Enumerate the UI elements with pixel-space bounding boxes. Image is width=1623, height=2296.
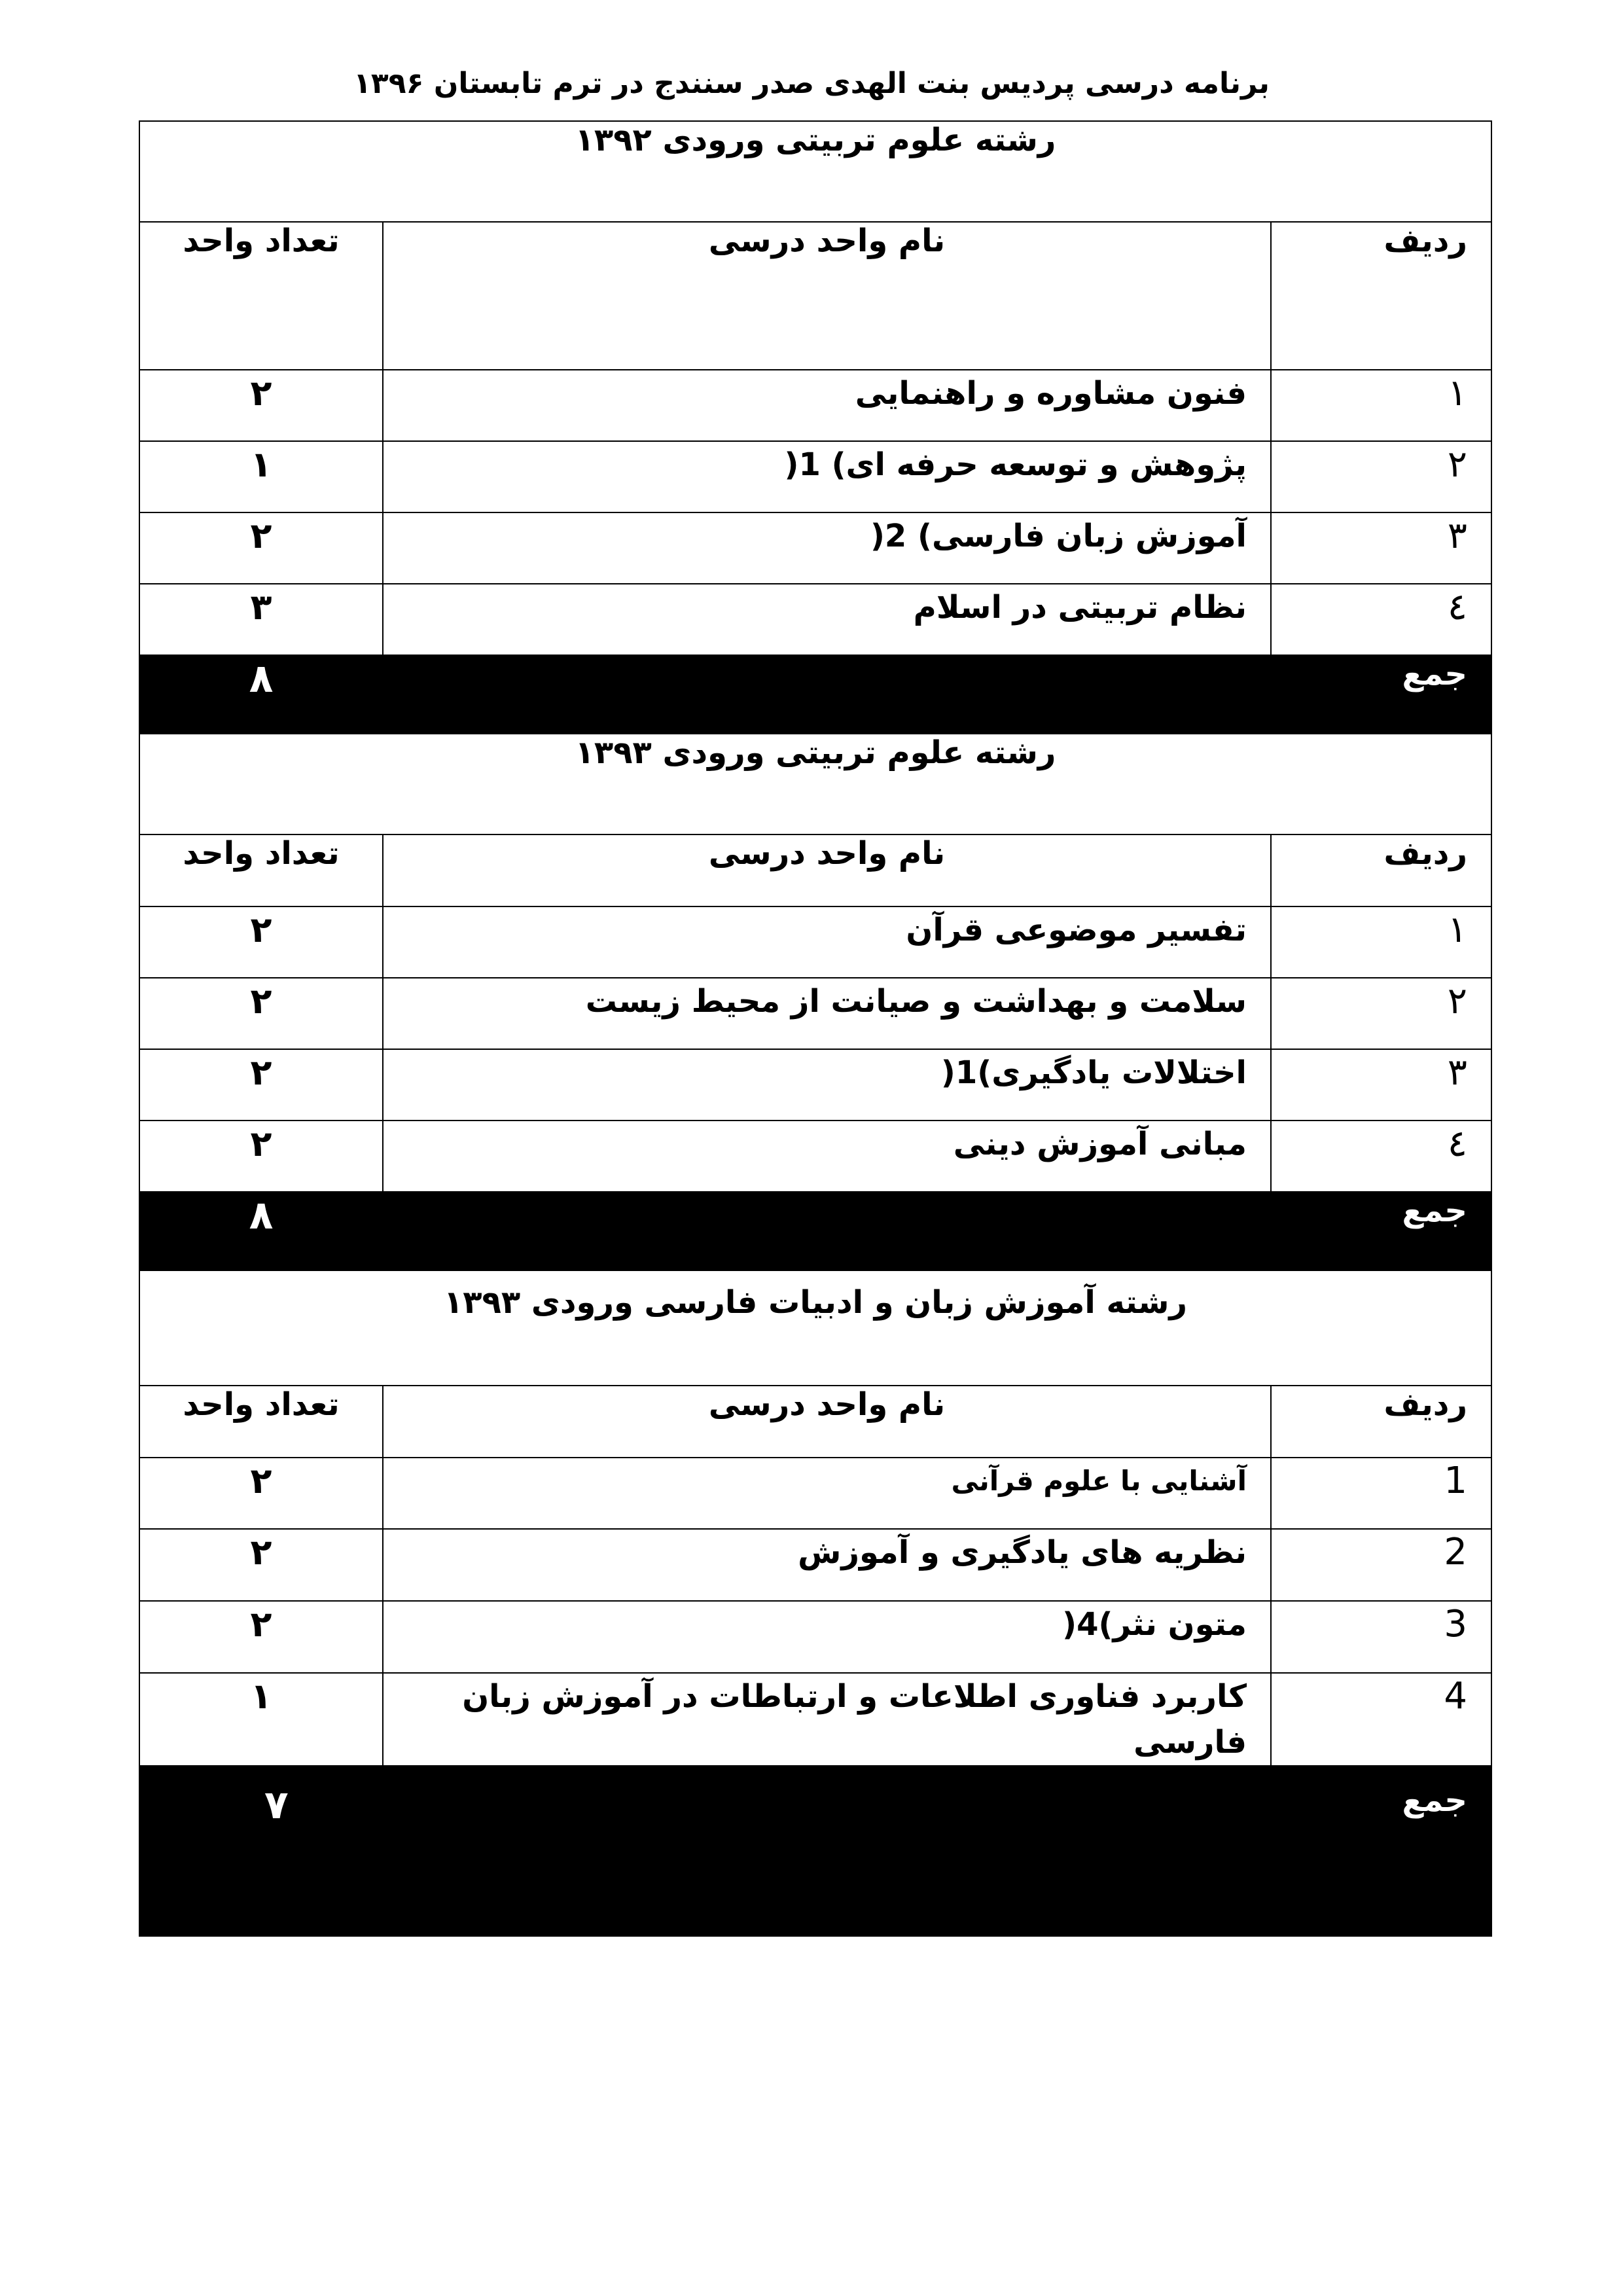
row-number: ٤ xyxy=(1271,1121,1491,1192)
course-name: سلامت و بهداشت و صیانت از محیط زیست xyxy=(383,978,1271,1049)
row-number: 1 xyxy=(1271,1458,1491,1529)
total-label: جمع xyxy=(383,655,1491,734)
total-label: جمع xyxy=(383,1766,1491,1936)
header-course-name: نام واحد درسی xyxy=(383,834,1271,906)
course-name: نظام تربیتی در اسلام xyxy=(383,584,1271,655)
table-row xyxy=(139,978,1491,1049)
table-header xyxy=(139,834,1491,906)
course-name: پژوهش و توسعه حرفه ای) 1( xyxy=(383,441,1271,512)
total-label: جمع xyxy=(383,1192,1491,1270)
table-row xyxy=(139,370,1491,441)
section-caption xyxy=(139,734,1491,834)
course-units: ۱ xyxy=(139,1673,383,1766)
course-units: ۲ xyxy=(139,512,383,584)
schedule-table xyxy=(139,120,1492,1937)
total-units: ۸ xyxy=(139,655,383,734)
table-row xyxy=(139,584,1491,655)
table-row xyxy=(139,1601,1491,1673)
header-row-number: ردیف xyxy=(1271,1386,1491,1458)
table-row xyxy=(139,441,1491,512)
course-name: اختلالات یادگیری)1( xyxy=(383,1049,1271,1121)
total-row xyxy=(139,1766,1491,1936)
course-units: ۲ xyxy=(139,978,383,1049)
total-units: ۷ xyxy=(139,1766,383,1936)
row-number: ۱ xyxy=(1271,906,1491,978)
course-name: تفسیر موضوعی قرآن xyxy=(383,906,1271,978)
row-number: ۲ xyxy=(1271,978,1491,1049)
section-caption xyxy=(139,1270,1491,1386)
section-title: رشته علوم تربیتی ورودی ۱۳۹۲ xyxy=(139,121,1491,222)
course-name: آموزش زبان فارسی) 2( xyxy=(383,512,1271,584)
course-units: ۲ xyxy=(139,1049,383,1121)
row-number: ۲ xyxy=(1271,441,1491,512)
section-title: رشته آموزش زبان و ادبیات فارسی ورودی ۱۳۹۳ xyxy=(139,1270,1491,1386)
row-number: ۳ xyxy=(1271,512,1491,584)
row-number: 2 xyxy=(1271,1529,1491,1601)
total-units: ۸ xyxy=(139,1192,383,1270)
course-name: فنون مشاوره و راهنمایی xyxy=(383,370,1271,441)
table-row xyxy=(139,512,1491,584)
header-row-number: ردیف xyxy=(1271,834,1491,906)
row-number: 4 xyxy=(1271,1673,1491,1766)
course-units: ۲ xyxy=(139,1458,383,1529)
table-row xyxy=(139,1121,1491,1192)
total-row xyxy=(139,1192,1491,1270)
section-title: رشته علوم تربیتی ورودی ۱۳۹۳ xyxy=(139,734,1491,834)
row-number: ٤ xyxy=(1271,584,1491,655)
header-units: تعداد واحد xyxy=(139,834,383,906)
page-title: برنامه درسی پردیس بنت الهدی صدر سنندج در ترم تابستان ۱۳۹۶ xyxy=(353,67,1270,100)
course-units: ۳ xyxy=(139,584,383,655)
course-units: ۲ xyxy=(139,1121,383,1192)
section-caption xyxy=(139,121,1491,222)
table-row xyxy=(139,1529,1491,1601)
course-name: متون نثر)4( xyxy=(383,1601,1271,1673)
header-units: تعداد واحد xyxy=(139,1386,383,1458)
course-units: ۲ xyxy=(139,906,383,978)
table-header xyxy=(139,222,1491,370)
course-units: ۲ xyxy=(139,1601,383,1673)
header-row-number: ردیف xyxy=(1271,222,1491,370)
table-header xyxy=(139,1386,1491,1458)
course-units: ۲ xyxy=(139,1529,383,1601)
header-units: تعداد واحد xyxy=(139,222,383,370)
course-name: کاربرد فناوری اطلاعات و ارتباطات در آموزش زبان فارسی xyxy=(383,1673,1271,1766)
table-row xyxy=(139,1458,1491,1529)
table-row xyxy=(139,1673,1491,1766)
row-number: 3 xyxy=(1271,1601,1491,1673)
table-row xyxy=(139,1049,1491,1121)
course-name: نظریه های یادگیری و آموزش xyxy=(383,1529,1271,1601)
course-units: ۲ xyxy=(139,370,383,441)
header-course-name: نام واحد درسی xyxy=(383,1386,1271,1458)
row-number: ۱ xyxy=(1271,370,1491,441)
course-units: ۱ xyxy=(139,441,383,512)
course-name: مبانی آموزش دینی xyxy=(383,1121,1271,1192)
table-row xyxy=(139,906,1491,978)
schedule-table-wrapper xyxy=(139,120,1492,1937)
total-row xyxy=(139,655,1491,734)
course-name: آشنایی با علوم قرآنی xyxy=(383,1458,1271,1529)
header-course-name: نام واحد درسی xyxy=(383,222,1271,370)
row-number: ۳ xyxy=(1271,1049,1491,1121)
